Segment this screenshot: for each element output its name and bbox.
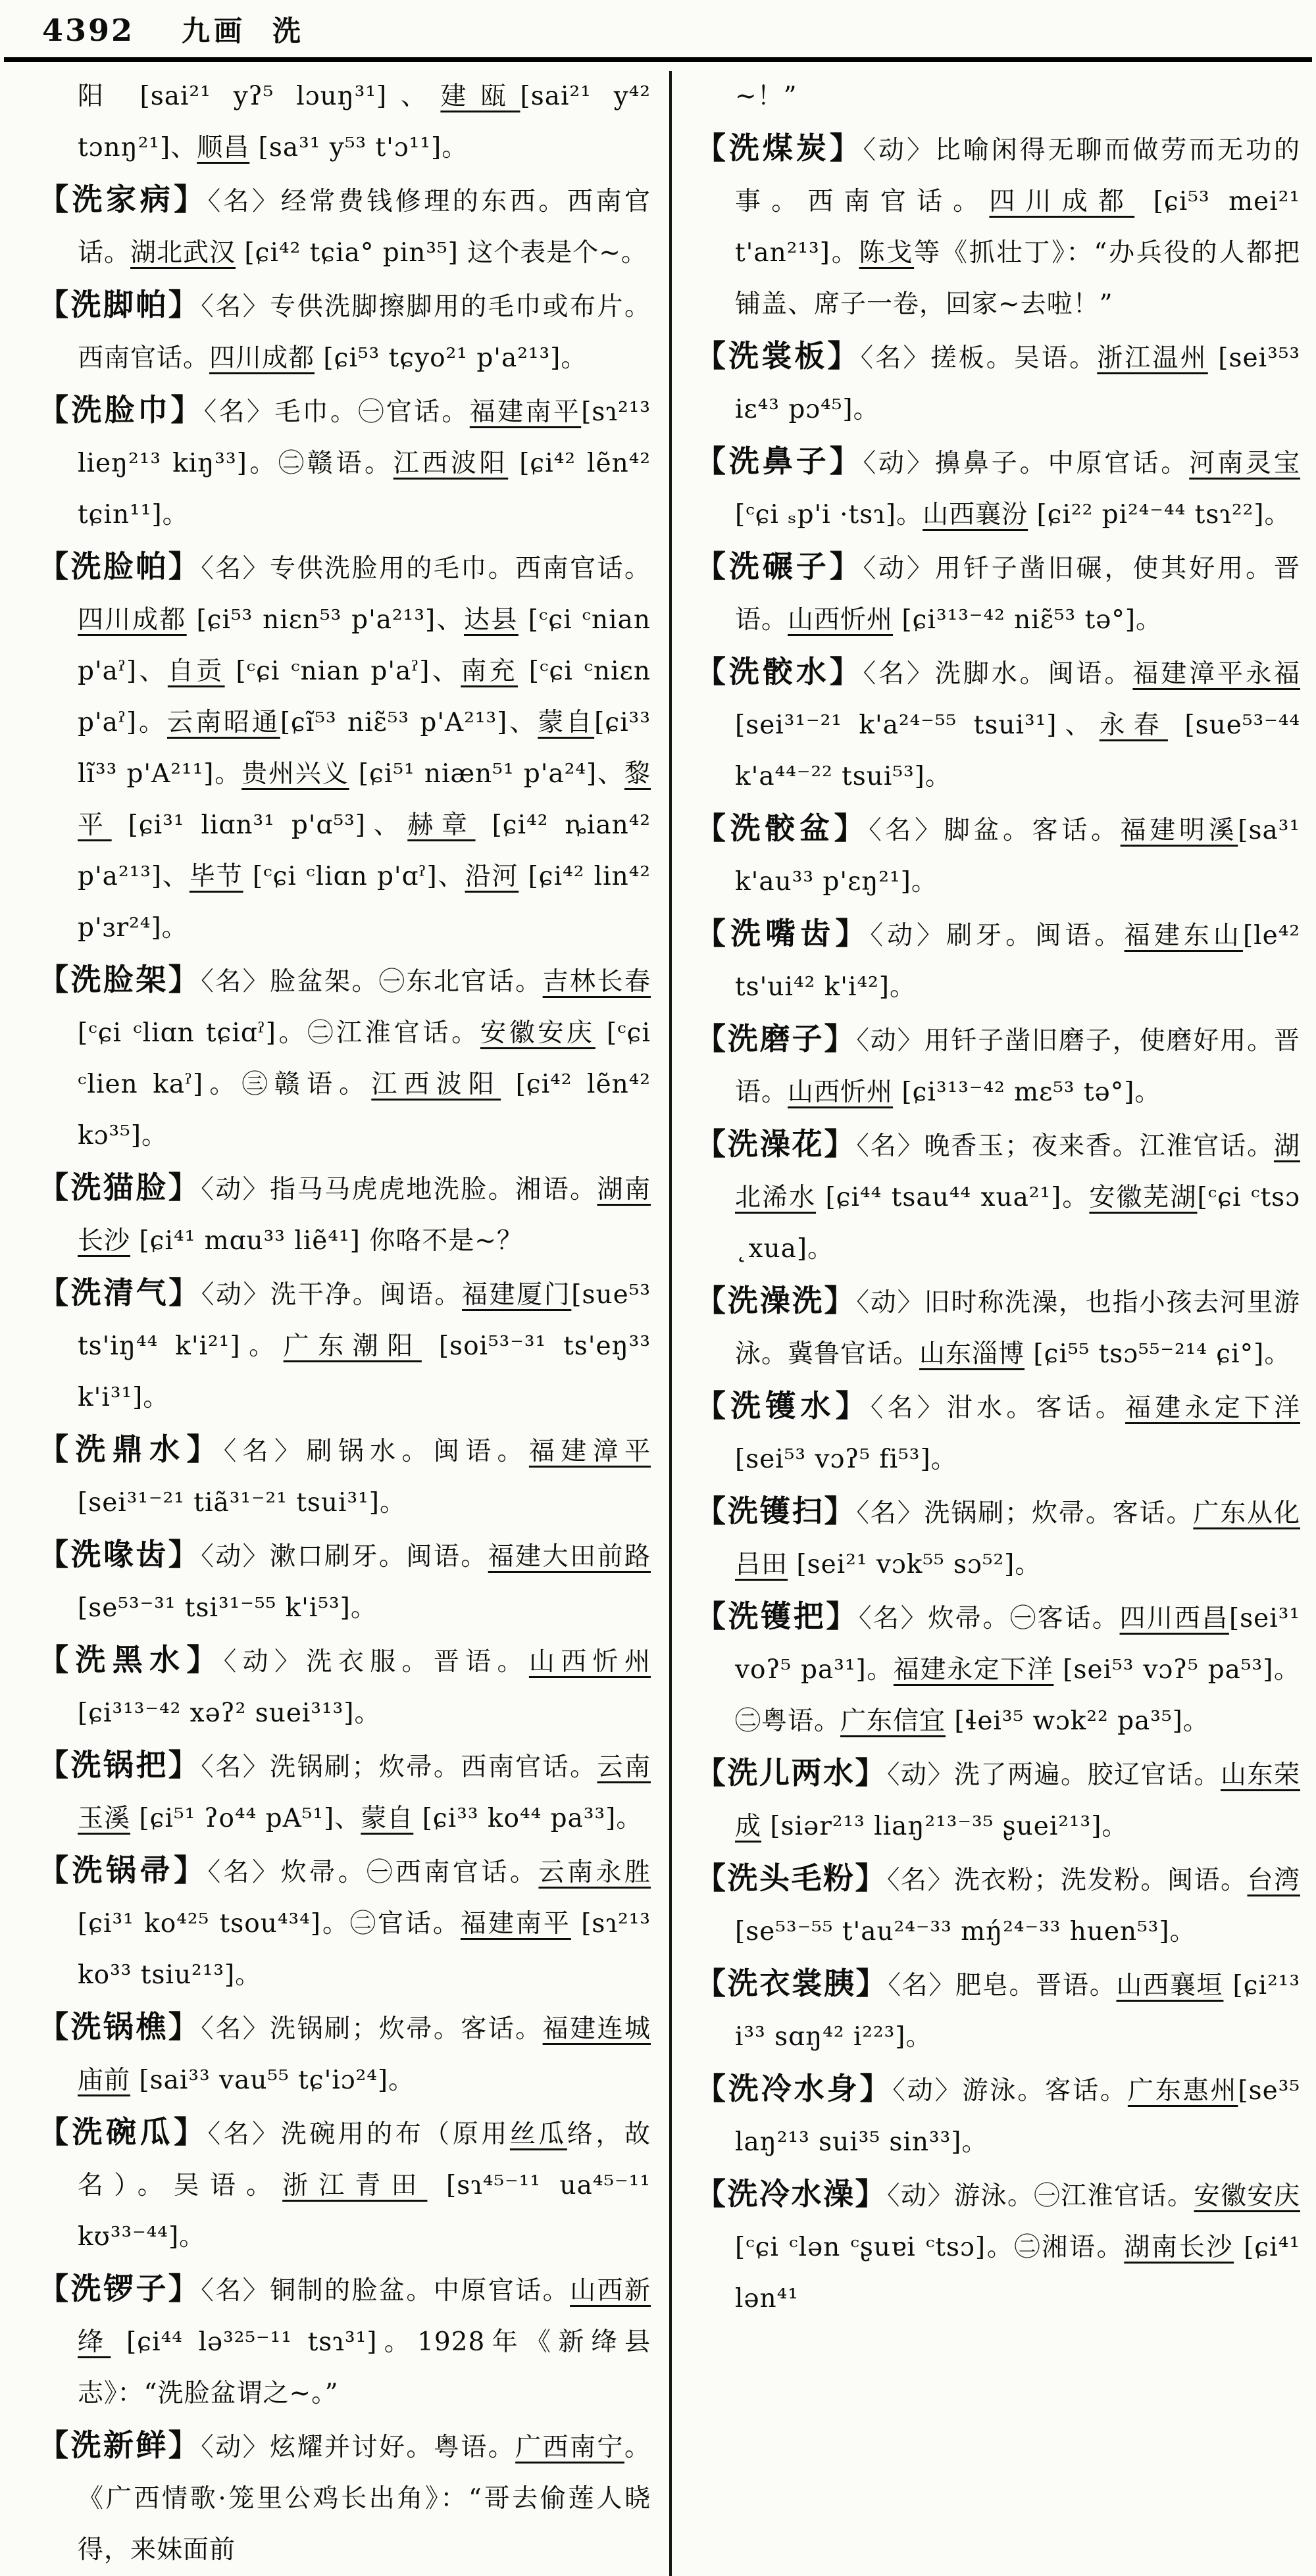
entry-headword: 【洗脸帕】: [38, 549, 201, 584]
entry-body: 〈名〉刷锅水。闽语。福建漳平 [sei³¹⁻²¹ tiã³¹⁻²¹ tsui³¹]。: [78, 1437, 651, 1518]
place-name: 山西襄垣: [1116, 1971, 1224, 2000]
dict-entry: [696, 646, 1300, 803]
entry-body: 〈动〉旧时称洗澡，也指小孩去河里游泳。冀鲁官话。山东淄博 [ɕi⁵⁵ tsɔ⁵⁵⁻²¹⁴ ɕi°]。: [735, 1288, 1300, 1369]
entry-headword: 【洗冷水身】: [696, 2071, 893, 2106]
place-name: 福建漳平: [528, 1437, 651, 1466]
entry-headword: 【洗碗瓜】: [38, 2114, 208, 2150]
entry-headword: 【洗猫脸】: [38, 1170, 201, 1205]
place-name: 福建厦门: [462, 1280, 572, 1310]
entry-headword: 【洗嘴齿】: [696, 916, 871, 951]
page-number: 4392: [42, 12, 135, 48]
entry-body: 〈名〉洗锅刷；炊帚。西南官话。云南玉溪 [ɕi⁵¹ ʔo⁴⁴ pA⁵¹]、蒙自 [ɕi³³ ko⁴⁴ pa³³]。: [78, 1752, 651, 1833]
dict-entry: [38, 1845, 651, 2001]
entry-body: 〈名〉洗脚水。闽语。福建漳平永福 [sei³¹⁻²¹ k'a²⁴⁻⁵⁵ tsui³¹]、永春 [sue⁵³⁻⁴⁴ k'a⁴⁴⁻²² tsui⁵³]。: [735, 659, 1300, 791]
place-name: 广西南宁: [515, 2433, 624, 2462]
dict-entry-continuation: [38, 71, 651, 174]
entry-headword: 【洗裳板】: [696, 338, 861, 374]
dict-entry: [38, 954, 651, 1162]
place-name: 沿河: [465, 862, 519, 891]
place-name: 陈戈: [859, 238, 915, 268]
place-name: 河南灵宝: [1189, 449, 1300, 478]
entry-body: 〈名〉搓板。吴语。浙江温州 [sei³⁵³ iɛ⁴³ pɔ⁴⁵]。: [735, 343, 1300, 424]
dict-entry: [38, 2106, 651, 2263]
entry-body: 〈名〉脚盆。客话。福建明溪[sa³¹ k'au³³ p'ɛŋ²¹]。: [735, 816, 1300, 897]
place-name: 山东荣成: [735, 1760, 1300, 1841]
place-name: 四川成都: [78, 605, 187, 635]
dictionary-body: [0, 62, 1316, 2576]
dict-entry-continuation: [696, 71, 1300, 122]
dict-entry: [38, 2263, 651, 2419]
entry-headword: 【洗骹盆】: [696, 810, 869, 846]
dict-entry: [38, 1162, 651, 1267]
entry-headword: 【洗锅樵】: [38, 2009, 201, 2044]
place-name: 广东潮阳: [283, 1331, 422, 1361]
dict-entry: [38, 2001, 651, 2106]
place-name: 福建永定下洋: [893, 1655, 1054, 1685]
place-name: 浙江青田: [282, 2171, 428, 2200]
entry-headword: 【洗鼻子】: [696, 443, 863, 479]
entry-body: 〈动〉洗了两遍。胶辽官话。山东荣成 [siər²¹³ liaŋ²¹³⁻³⁵ ʂuei²¹³]。: [735, 1760, 1300, 1841]
entry-body: 〈名〉脸盆架。㊀东北官话。吉林长春 [ᶜɕi ᶜliɑn tɕiɑˀ]。㊁江淮官话。安徽安庆 [ᶜɕi ᶜlien kaˀ]。㊂赣语。江西波阳 [ɕi⁴² lẽn⁴² kɔ³⁵]。: [78, 967, 651, 1151]
entry-headword: 【洗脸架】: [38, 962, 201, 997]
place-name: 广东信宜: [840, 1706, 946, 1736]
place-name: 山西忻州: [528, 1647, 651, 1677]
place-name: 福建明溪: [1120, 816, 1238, 845]
dict-entry: [696, 122, 1300, 330]
place-name: 广东惠州: [1127, 2076, 1238, 2106]
place-name: 山西新绛: [78, 2276, 651, 2357]
entry-headword: 【洗煤炭】: [696, 130, 863, 166]
dict-entry: [38, 174, 651, 279]
dict-entry: [38, 1267, 651, 1424]
dict-entry: [696, 1118, 1300, 1275]
place-name: 云南玉溪: [78, 1752, 651, 1833]
entry-body: 〈动〉用钎子凿旧碾，使其好用。晋语。山西忻州 [ɕi³¹³⁻⁴² niɛ̃⁵³ tə°]。: [735, 554, 1300, 635]
place-name: 安徽安庆: [480, 1018, 595, 1048]
entry-headword: 【洗锅把】: [38, 1747, 201, 1783]
place-name: 山西忻州: [788, 605, 894, 635]
place-name: 广东从化吕田: [735, 1499, 1300, 1579]
place-name: 四川西昌: [1119, 1604, 1229, 1633]
entry-body: 〈动〉比喻闲得无聊而做劳而无功的事。西南官话。四川成都 [ɕi⁵³ mei²¹ t'an²¹³]。陈戈等《抓壮丁》：“办兵役的人都把铺盖、席子一卷，回家~去啦！”: [735, 136, 1300, 319]
entry-body: 〈名〉洗碗用的布（原用丝瓜络，故名）。吴语。浙江青田 [sɿ⁴⁵⁻¹¹ ua⁴⁵⁻¹¹ kʊ³³⁻⁴⁴]。: [78, 2119, 651, 2252]
entry-headword: 【洗镬扫】: [696, 1493, 857, 1529]
place-name: 黎平: [78, 759, 651, 840]
entry-body: 〈动〉炫耀并讨好。粤语。广西南宁。《广西情歌·笼里公鸡长出角》：“哥去偷莲人晓得，来妹面前: [78, 2433, 651, 2565]
place-name: 江西波阳: [393, 449, 509, 478]
place-name: 福建永定下洋: [1125, 1393, 1300, 1423]
entry-body: 〈动〉刷牙。闽语。福建东山[le⁴² ts'ui⁴² k'i⁴²]。: [735, 921, 1300, 1002]
entry-headword: 【洗锣子】: [38, 2271, 201, 2306]
dict-entry: [696, 435, 1300, 541]
place-name: 蒙自: [538, 708, 595, 737]
dict-entry: [696, 2063, 1300, 2168]
place-name: 云南永胜: [538, 1858, 651, 1887]
place-name: 山西襄汾: [923, 500, 1028, 530]
entry-body: 〈动〉洗衣服。晋语。山西忻州 [ɕi³¹³⁻⁴² xəʔ² suei³¹³]。: [78, 1647, 651, 1728]
entry-body: ~！”: [735, 82, 797, 111]
section-title: 九画: [182, 15, 247, 48]
dict-entry: [696, 1591, 1300, 1747]
entry-body: 〈动〉洗干净。闽语。福建厦门[sue⁵³ ts'iŋ⁴⁴ k'i²¹]。广东潮阳 [soi⁵³⁻³¹ ts'eŋ³³ k'i³¹]。: [78, 1280, 651, 1412]
place-name: 达县: [464, 605, 519, 635]
entry-headword: 【洗镬水】: [696, 1388, 871, 1424]
entry-body: 〈动〉游泳。㊀江淮官话。安徽安庆[ᶜɕi ᶜlən ᶜʂuɐi ᶜtsɔ]。㊁湘语。湖南长沙 [ɕi⁴¹ lən⁴¹: [735, 2181, 1300, 2314]
place-name: 自贡: [167, 656, 225, 686]
entry-headword: 【洗冷水澡】: [696, 2176, 887, 2212]
place-name: 江西波阳: [371, 1070, 501, 1099]
header-rule: [4, 57, 1312, 62]
place-name: 福建南平: [469, 397, 582, 427]
place-name: 四川成都: [209, 343, 315, 373]
entry-headword: 【洗骹水】: [696, 654, 863, 689]
entry-body: 〈名〉洗锅刷；炊帚。客话。广东从化吕田 [sei²¹ vɔk⁵⁵ sɔ⁵²]。: [735, 1499, 1300, 1579]
dict-entry: [696, 1013, 1300, 1118]
entry-body: 〈动〉指马马虎虎地洗脸。湘语。湖南长沙 [ɕi⁴¹ mɑu³³ liẽ⁴¹] 你咯不是~？: [78, 1175, 651, 1256]
entry-headword: 【洗喙齿】: [38, 1537, 201, 1572]
place-name: 丝瓜: [509, 2119, 567, 2149]
dict-entry: [38, 541, 651, 954]
entry-headword: 【洗锅帚】: [38, 1852, 208, 1888]
dict-entry: [38, 2419, 651, 2576]
place-name: 建瓯: [440, 82, 520, 111]
entry-body: 〈名〉铜制的脸盆。中原官话。山西新绛 [ɕi⁴⁴ lə³²⁵⁻¹¹ tsɿ³¹]。1928年《新绛县志》：“洗脸盆谓之~。”: [78, 2276, 651, 2408]
place-name: 浙江温州: [1097, 343, 1208, 373]
entry-headword: 【洗儿两水】: [696, 1755, 887, 1791]
entry-headword: 【洗镬把】: [696, 1598, 859, 1634]
dict-entry: [696, 1485, 1300, 1591]
dict-entry: [696, 1852, 1300, 1958]
place-name: 四川成都: [989, 187, 1135, 216]
place-name: 南充: [461, 656, 518, 686]
dict-entry: [38, 279, 651, 384]
entry-body: 〈名〉炊帚。㊀客话。四川西昌[sei³¹ voʔ⁵ pa³¹]。福建永定下洋 [sei⁵³ vɔʔ⁵ pa⁵³]。㊁粤语。广东信宜 [ɬei³⁵ wɔk²² pa³⁵]。: [735, 1604, 1300, 1736]
page-header: [0, 0, 1316, 49]
place-name: 山西忻州: [788, 1077, 894, 1107]
place-name: 赫章: [407, 810, 476, 840]
right-column: [669, 71, 1300, 2576]
entry-headword: 【洗鼎水】: [38, 1431, 224, 1467]
entry-body: 〈名〉经常费钱修理的东西。西南官话。湖北武汉 [ɕi⁴² tɕia° pin³⁵] 这个表是个~。: [78, 187, 651, 268]
entry-headword: 【洗脚帕】: [38, 287, 201, 322]
dict-entry: [38, 1634, 651, 1739]
place-name: 福建连城庙前: [78, 2014, 651, 2095]
entry-headword: 【洗清气】: [38, 1275, 201, 1310]
place-name: 福建漳平永福: [1132, 659, 1300, 689]
entry-body: 〈名〉泔水。客话。福建永定下洋 [sei⁵³ vɔʔ⁵ fi⁵³]。: [735, 1393, 1300, 1474]
dict-entry: [696, 803, 1300, 908]
entry-body: 〈名〉晚香玉；夜来香。江淮官话。湖北浠水 [ɕi⁴⁴ tsau⁴⁴ xua²¹]。安徽芜湖[ᶜɕi ᶜtsɔ ˛xua]。: [735, 1131, 1300, 1264]
dict-entry: [696, 1747, 1300, 1852]
place-name: 吉林长春: [542, 967, 651, 997]
place-name: 永春: [1099, 710, 1168, 740]
dict-entry: [696, 1380, 1300, 1485]
dict-entry: [696, 2168, 1300, 2325]
place-name: 安徽安庆: [1194, 2181, 1300, 2211]
place-name: 湖北武汉: [130, 238, 236, 268]
entry-body: 〈动〉游泳。客话。广东惠州[se³⁵ laŋ²¹³ sui³⁵ sin³³]。: [735, 2076, 1300, 2157]
dict-entry: [696, 908, 1300, 1013]
dict-entry: [38, 1739, 651, 1845]
place-name: 顺昌: [197, 133, 250, 162]
entry-headword: 【洗衣裳胰】: [696, 1966, 888, 2001]
entry-headword: 【洗碾子】: [696, 549, 863, 584]
place-name: 福建南平: [460, 1909, 571, 1939]
place-name: 云南昭通: [167, 708, 280, 737]
entry-headword: 【洗家病】: [38, 182, 208, 217]
entry-body: 〈名〉毛巾。㊀官话。福建南平[sɿ²¹³ lieŋ²¹³ kiŋ³³]。㊁赣语。江西波阳 [ɕi⁴² lẽn⁴² tɕin¹¹]。: [78, 397, 651, 530]
place-name: 福建大田前路: [488, 1542, 651, 1572]
entry-body: 〈名〉专供洗脚擦脚用的毛巾或布片。西南官话。四川成都 [ɕi⁵³ tɕyo²¹ p'a²¹³]。: [78, 292, 651, 373]
dict-entry: [696, 330, 1300, 435]
entry-body: 〈动〉漱口刷牙。闽语。福建大田前路 [se⁵³⁻³¹ tsi³¹⁻⁵⁵ k'i⁵³]。: [78, 1542, 651, 1623]
place-name: 湖北浠水: [735, 1131, 1300, 1212]
entry-body: 〈名〉炊帚。㊀西南官话。云南永胜 [ɕi³¹ ko⁴²⁵ tsou⁴³⁴]。㊁官话。福建南平 [sɿ²¹³ ko³³ tsiu²¹³]。: [78, 1858, 651, 1990]
place-name: 贵州兴义: [241, 759, 349, 789]
entry-body: 〈动〉擤鼻子。中原官话。河南灵宝 [ᶜɕi ₛp'i ·tsɿ]。山西襄汾 [ɕi²² pi²⁴⁻⁴⁴ tsɿ²²]。: [735, 449, 1300, 530]
entry-headword: 【洗澡洗】: [696, 1283, 857, 1318]
entry-body: 〈动〉用钎子凿旧磨子，使磨好用。晋语。山西忻州 [ɕi³¹³⁻⁴² mɛ⁵³ tə°]。: [735, 1026, 1300, 1107]
entry-body: 〈名〉专供洗脸用的毛巾。西南官话。四川成都 [ɕi⁵³ niɛn⁵³ p'a²¹³]、达县 [ᶜɕi ᶜnian p'aˀ]、自贡 [ᶜɕi ᶜnian p'aˀ]、南充 [ᶜɕi ᶜniɛn p'aˀ]。云南昭通[ɕĩ⁵³ niɛ̃⁵³ p'A²¹³]、蒙自[ɕi³³ lĩ³³ p'A²¹¹]。贵州兴义 [ɕi⁵¹ niæn⁵¹ p'a²⁴]、黎平 [ɕi³¹ liɑn³¹ p'ɑ⁵³]、赫章 [ɕi⁴² ȵian⁴² p'a²¹³]、毕节 [ᶜɕi ᶜliɑn p'ɑˀ]、沿河 [ɕi⁴² lin⁴² p'ɜr²⁴]。: [78, 554, 651, 943]
place-name: 毕节: [189, 862, 243, 891]
entry-body: 〈名〉洗锅刷；炊帚。客话。福建连城庙前 [sai³³ vau⁵⁵ tɕ'iɔ²⁴]。: [78, 2014, 651, 2095]
dict-entry: [38, 1424, 651, 1529]
left-column: [38, 71, 669, 2576]
place-name: 台湾: [1247, 1866, 1300, 1895]
entry-body: 〈名〉洗衣粉；洗发粉。闽语。台湾 [se⁵³⁻⁵⁵ t'au²⁴⁻³³ mŋ́²⁴⁻³³ huen⁵³]。: [735, 1866, 1300, 1946]
place-name: 蒙自: [361, 1804, 414, 1833]
character-title: 洗: [272, 15, 301, 48]
entry-headword: 【洗头毛粉】: [696, 1860, 887, 1896]
entry-headword: 【洗澡花】: [696, 1126, 857, 1162]
entry-headword: 【洗黑水】: [38, 1642, 224, 1677]
place-name: 山东淄博: [919, 1339, 1025, 1369]
place-name: 福建东山: [1124, 921, 1243, 951]
place-name: 安徽芜湖: [1089, 1183, 1198, 1212]
dict-entry: [696, 1275, 1300, 1380]
entry-body: 阳 [sai²¹ yʔ⁵ lɔuŋ³¹]、建瓯[sai²¹ y⁴² tɔnŋ²¹]、顺昌 [sa³¹ y⁵³ t'ɔ¹¹]。: [78, 82, 651, 162]
dict-entry: [38, 1529, 651, 1634]
entry-headword: 【洗新鲜】: [38, 2427, 201, 2463]
place-name: 湖南长沙: [78, 1175, 651, 1256]
place-name: 湖南长沙: [1124, 2233, 1234, 2262]
dict-entry: [696, 1958, 1300, 2063]
entry-headword: 【洗磨子】: [696, 1021, 857, 1056]
dict-entry: [696, 541, 1300, 646]
dict-entry: [38, 384, 651, 541]
entry-headword: 【洗脸巾】: [38, 392, 204, 428]
entry-body: 〈名〉肥皂。晋语。山西襄垣 [ɕi²¹³ i³³ sɑŋ⁴² i²²³]。: [735, 1971, 1300, 2052]
